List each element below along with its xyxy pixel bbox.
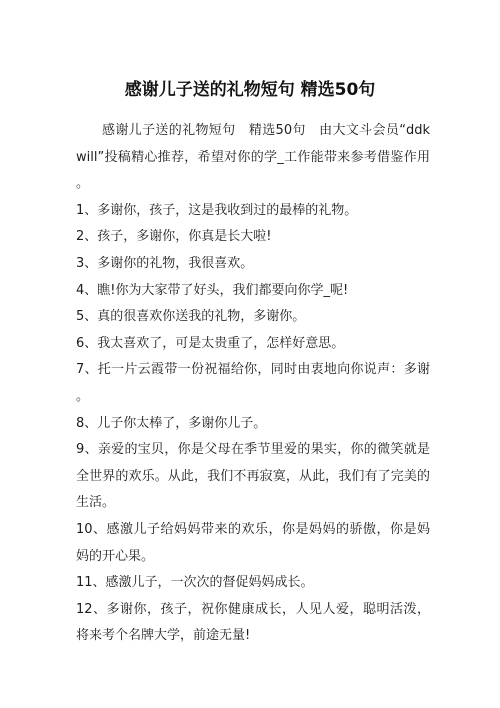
list-item: 4、瞧!你为大家带了好头，我们都要向你学_呢! xyxy=(76,282,349,298)
list-item: 1、多谢你，孩子，这是我收到过的最棒的礼物。 xyxy=(76,202,358,218)
list-item: 6、我太喜欢了，可是太贵重了，怎样好意思。 xyxy=(76,335,345,351)
document-title: 感谢儿子送的礼物短句 精选50句 xyxy=(124,80,376,100)
list-item: 3、多谢你的礼物，我很喜欢。 xyxy=(76,255,254,271)
list-item: 7、托一片云霞带一份祝福给你，同时由衷地向你说声：多谢。 xyxy=(76,362,430,404)
intro-paragraph: 感谢儿子送的礼物短句 精选50句 由大文斗会员“ddkwill”投稿精心推荐，希望对你的学_工作能带来参考借鉴作用。 xyxy=(76,123,430,192)
list-item: 8、儿子你太棒了，多谢你儿子。 xyxy=(76,415,267,431)
list-item: 10、感激儿子给妈妈带来的欢乐，你是妈妈的骄傲，你是妈妈的开心果。 xyxy=(76,521,430,564)
list-item: 12、多谢你，孩子，祝你健康成长，人见人爱，聪明活泼，将来考个名牌大学，前途无量! xyxy=(76,601,430,644)
list-item: 9、亲爱的宝贝，你是父母在季节里爱的果实，你的微笑就是全世界的欢乐。从此，我们不再寂寞，从此，我们有了完美的生活。 xyxy=(76,442,430,511)
list-item: 2、孩子，多谢你，你真是长大啦! xyxy=(76,229,272,245)
list-item: 11、感激儿子，一次次的督促妈妈成长。 xyxy=(76,575,314,591)
list-item: 5、真的很喜欢你送我的礼物，多谢你。 xyxy=(76,309,306,325)
document-body xyxy=(76,118,430,650)
